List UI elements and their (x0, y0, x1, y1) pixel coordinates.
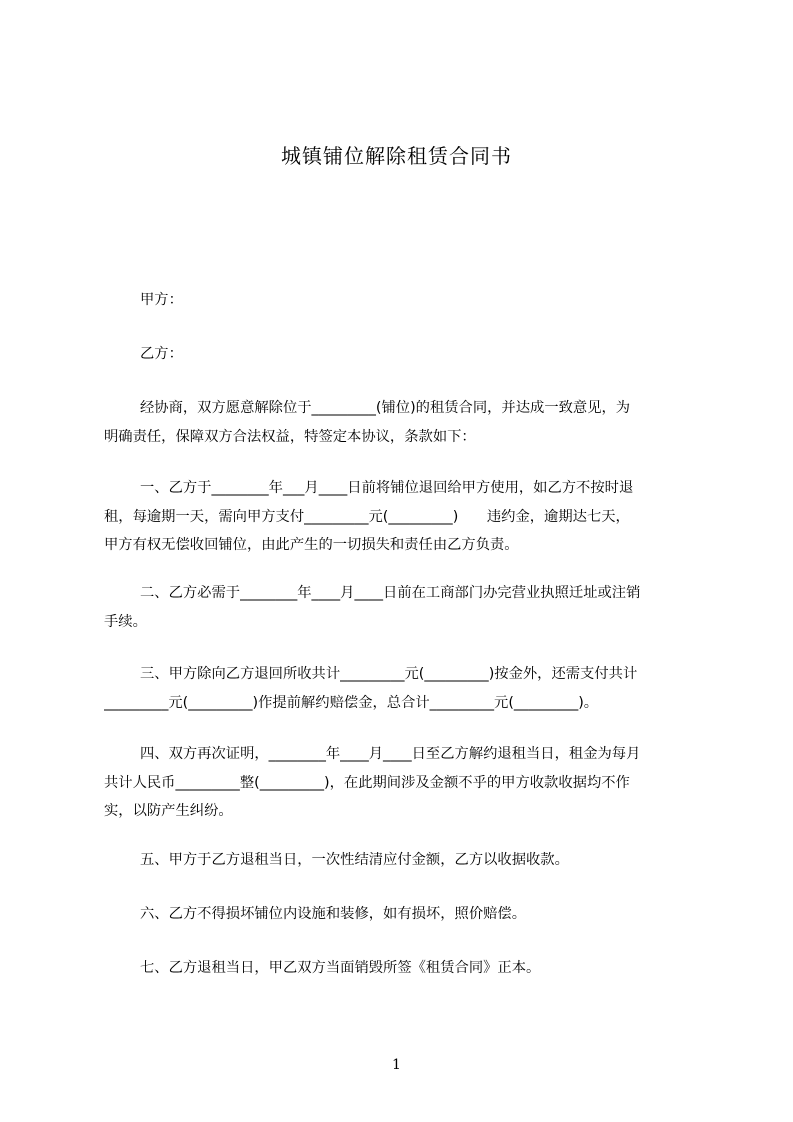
clause-4-line: 实，以防产生纠纷。 (104, 803, 233, 819)
clause-1 (104, 474, 704, 560)
clause-3-line: 三、甲方除向乙方退回所收共计_________元(_________)按金外，还需支付共计 (140, 666, 638, 682)
intro-line: 明确责任，保障双方合法权益，特签定本协议，条款如下： (104, 428, 476, 445)
party-b-text: 乙方： (140, 346, 183, 362)
clause-6 (104, 900, 704, 929)
clause-2 (104, 579, 704, 636)
clause-1-line: 租，每逾期一天，需向甲方支付_________元(_________) 违约金，逾期达七天， (104, 508, 630, 525)
clause-1-line: 一、乙方于________年___月____日前将铺位退回给甲方使用，如乙方不按时退 (140, 480, 634, 496)
party-a-label (104, 286, 704, 315)
clause-2-line: 二、乙方必需于________年____月____日前在工商部门办完营业执照迁址或注销 (140, 585, 641, 601)
intro-line: 经协商，双方愿意解除位于_________(铺位)的租赁合同，并达成一致意见，为 (140, 400, 631, 416)
document-title: 城镇铺位解除租赁合同书 (281, 144, 512, 168)
clause-3 (104, 660, 704, 717)
clause-5-line: 五、甲方于乙方退租当日，一次性结清应付金额，乙方以收据收款。 (140, 852, 569, 868)
clause-5 (104, 846, 704, 875)
clause-4-line: 四、双方再次证明，________年____月____日至乙方解约退租当日，租金为每月 (140, 746, 641, 762)
party-a-text: 甲方： (140, 292, 183, 308)
clause-3-line: _________元(_________)作提前解约赔偿金，总合计_________元(_________)。 (104, 694, 599, 711)
clause-7 (104, 954, 704, 983)
clause-4-line: 共计人民币_________整(_________)，在此期间涉及金额不乎的甲方收款收据均不作 (104, 774, 630, 791)
clause-7-line: 七、乙方退租当日，甲乙双方当面销毁所签《租赁合同》正本。 (140, 960, 541, 976)
intro-paragraph (104, 394, 704, 451)
party-b-label (104, 340, 704, 369)
clause-1-line: 甲方有权无偿收回铺位，由此产生的一切损失和责任由乙方负责。 (104, 537, 519, 553)
clause-2-line: 手续。 (104, 613, 147, 630)
clause-4 (104, 740, 704, 826)
clause-6-line: 六、乙方不得损坏铺位内设施和装修，如有损坏，照价赔偿。 (140, 906, 527, 922)
page-number: 1 (392, 1057, 401, 1073)
